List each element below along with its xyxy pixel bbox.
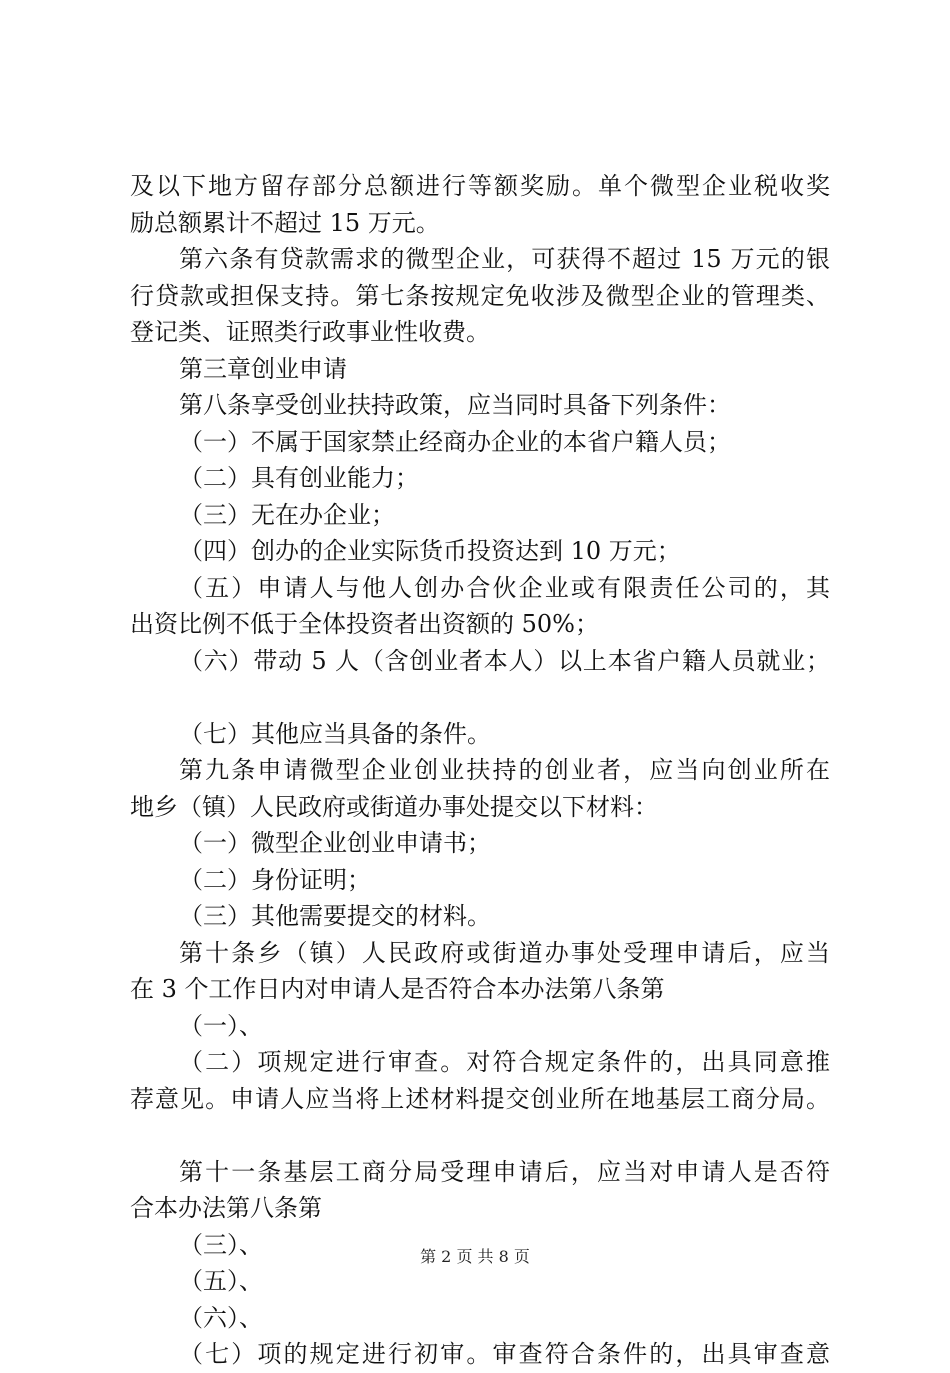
page-footer: 第 2 页 共 8 页 (420, 1247, 530, 1266)
text-line: （一）微型企业创业申请书； (179, 829, 491, 857)
text-line: （三）无在办企业； (179, 500, 395, 529)
text-line: 第十条乡（镇）人民政府或街道办事处受理申请后，应当 (179, 938, 830, 967)
text-line: （七）项的规定进行初审。审查符合条件的，出具审查意 (179, 1340, 830, 1368)
text-line: （五）申请人与他人创办合伙企业或有限责任公司的，其 (179, 573, 830, 602)
blank-line (130, 1117, 830, 1154)
text-line: （六）、 (179, 1303, 263, 1332)
text-line: （四）创办的企业实际货币投资达到 10 万元； (179, 537, 681, 565)
text-line: （三）其他需要提交的材料。 (179, 902, 491, 930)
text-line: 在 3 个工作日内对申请人是否符合本办法第八条第 (130, 975, 665, 1003)
text-line: （一）不属于国家禁止经商办企业的本省户籍人员； (179, 427, 731, 456)
text-line: （六）带动 5 人（含创业者本人）以上本省户籍人员就业； (179, 646, 830, 675)
text-line: （一）、 (179, 1011, 263, 1040)
blank-line (130, 679, 830, 716)
text-line: 第十一条基层工商分局受理申请后，应当对申请人是否符 (179, 1157, 830, 1186)
text-line: 第九条申请微型企业创业扶持的创业者，应当向创业所在 (179, 756, 830, 784)
text-line: 出资比例不低于全体投资者出资额的 50%； (130, 610, 599, 638)
text-line: （二）具有创业能力； (179, 464, 419, 492)
text-line: （五）、 (179, 1267, 263, 1295)
text-line: （七）其他应当具备的条件。 (179, 719, 491, 748)
text-line: 第八条享受创业扶持政策，应当同时具备下列条件： (179, 391, 731, 419)
text-line: （二）身份证明； (179, 865, 371, 894)
text-line: 荐意见。申请人应当将上述材料提交创业所在地基层工商分局。 (130, 1084, 830, 1113)
text-line: （二）项规定进行审查。对符合规定条件的，出具同意推 (179, 1048, 830, 1076)
text-line: 合本办法第八条第 (130, 1194, 322, 1222)
text-line: 行贷款或担保支持。第七条按规定免收涉及微型企业的管理类、 (130, 281, 830, 310)
text-line: （三）、 (179, 1230, 263, 1259)
text-line: 第六条有贷款需求的微型企业，可获得不超过 15 万元的银 (179, 245, 830, 273)
chapter-heading: 第三章创业申请 (179, 354, 347, 383)
text-line: 励总额累计不超过 15 万元。 (130, 208, 440, 237)
text-line: 登记类、证照类行政事业性收费。 (130, 318, 490, 346)
text-line: 地乡（镇）人民政府或街道办事处提交以下材料： (130, 792, 658, 821)
document-body (130, 168, 830, 1373)
text-line: 及以下地方留存部分总额进行等额奖励。单个微型企业税收奖 (130, 172, 830, 200)
